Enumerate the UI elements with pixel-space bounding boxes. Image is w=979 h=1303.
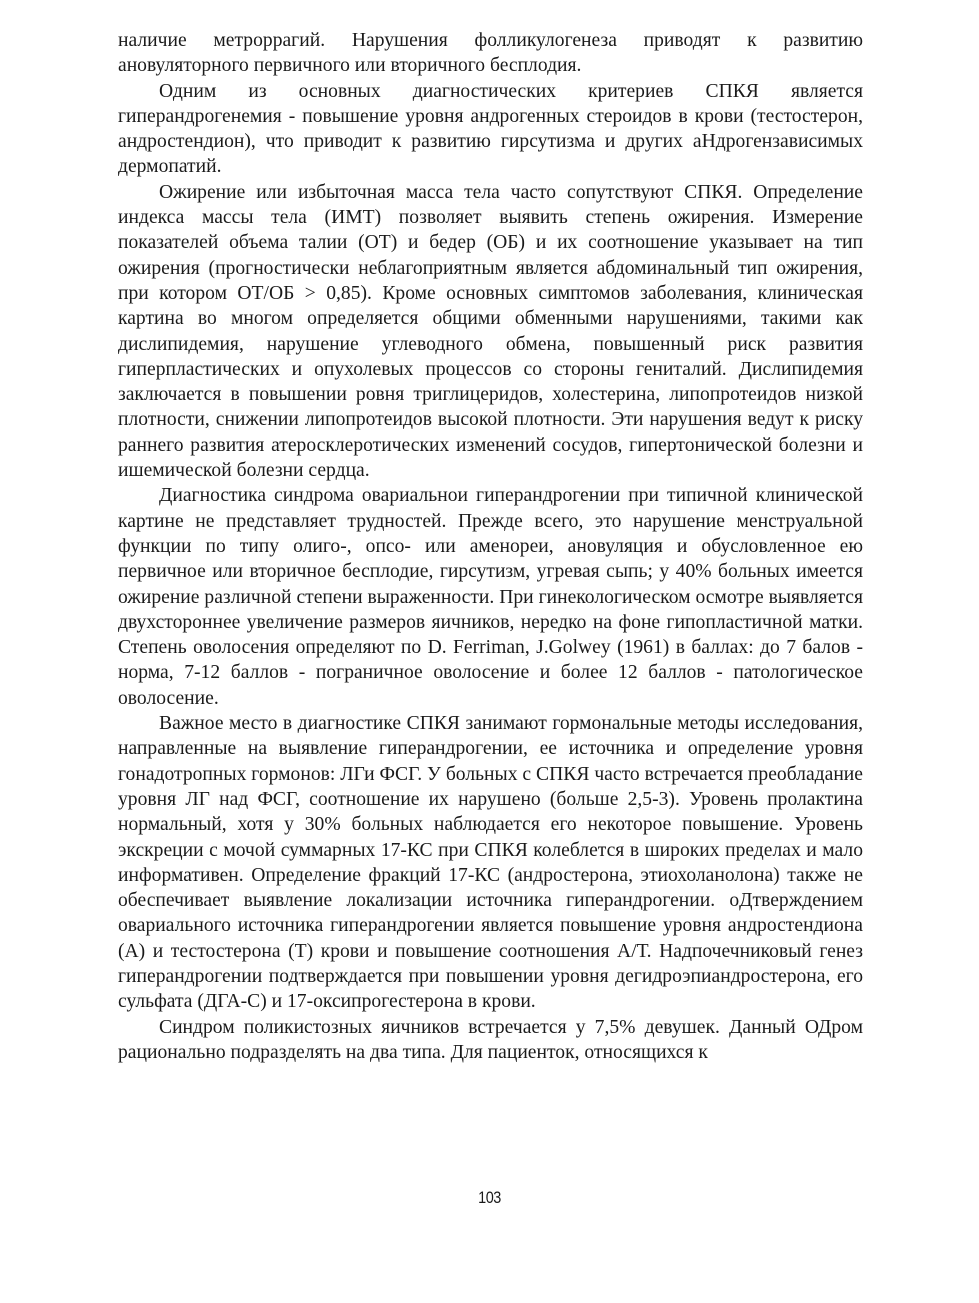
paragraph-3: Ожирение или избыточная масса тела часто сопутствуют СПКЯ. Определение индекса массы тела (ИМТ) позволяет выявить степень ожирения. Измерение показателей объема талии (ОТ) и бедер (ОБ) и их соотношение указывает на тип ожирения (прогностически неблагоприятным является абдоминальный тип ожирения, при котором ОТ/ОБ > 0,85). Кроме основных симптомов заболевания, клиническая картина во многом определяется общими обменными нарушениями, такими как дислипидемия, нарушение углеводного обмена, повышенный риск развития гиперпластических и опухолевых процессов со стороны гениталий. Дислипидемия заключается в повышении ровня триглицеридов, холестерина, липопротеидов низкой плотности, снижении липопротеидов высокой плотности. Эти нарушения ведут к риску раннего развития атеросклеротических изменений сосудов, гипертонической болезни и ишемической болезни сердца. bbox=[118, 181, 863, 482]
page-number: 103 bbox=[478, 1188, 501, 1207]
paragraph-1: наличие метроррагий. Нарушения фолликулогенеза приводят к развитию ановуляторного первичного или вторичного бесплодия. bbox=[118, 30, 863, 77]
paragraph-4: Диагностика синдрома овариальнои гиперандрогении при типичной клинической картине не представляет трудностей. Прежде всего, это нарушение менструальной функции по типу олиго-, опсо- или аменореи, ановуляция и обусловленное ею первичное или вторичное бесплодие, гирсутизм, угревая сыпь; у 40% больных имеется ожирение различной степени выраженности. При гинекологическом осмотре выявляется двухстороннее увеличение размеров яичников, нередко на фоне гипопластичной матки. Степень оволосения определяют по D. Ferriman, J.Golwey (1961) в баллах: до 7 балов - норма, 7-12 баллов - пограничное оволосение и более 12 баллов - патологическое оволосение. bbox=[118, 485, 863, 709]
paragraph-2: Одним из основных диагностических критериев СПКЯ является гиперандрогенемия - повышение уровня андрогенных стероидов в крови (тестостерон, андростендион), что приводит к развитию гирсутизма и других аНдрогензависимых дермопатий. bbox=[118, 80, 863, 178]
page-body bbox=[118, 28, 863, 1065]
paragraph-6: Синдром поликистозных яичников встречается у 7,5% девушек. Данный ОДром рационально подразделять на два типа. Для пациенток, относящихся к bbox=[118, 1016, 863, 1063]
paragraph-5: Важное место в диагностике СПКЯ занимают гормональные методы исследования, направленные на выявление гиперандрогении, ее источника и определение уровня гонадотропных гормонов: ЛГи ФСГ. У больных с СПКЯ часто встречается преобладание уровня ЛГ над ФСГ, соотношение их нарушено (больше 2,5-3). Уровень пролактина нормальный, хотя у 30% больных наблюдается его некоторое повышение. Уровень экскреции с мочой суммарных 17-КС при СПКЯ колеблется в широких пределах и мало информативен. Определение фракций 17-КС (андростерона, этиохоланолона) также не обеспечивает выявление локализации источника гиперандрогении. оДтверждением овариального источника гиперандрогении является повышение уровня андростендиона (А) и тестостерона (Т) крови и повышение соотношения А/Т. Надпочечниковый генез гиперандрогении подтверждается при повышении уровня дегидроэпиандростерона, его сульфата (ДГА-С) и 17-оксипрогестерона в крови. bbox=[118, 713, 863, 1013]
